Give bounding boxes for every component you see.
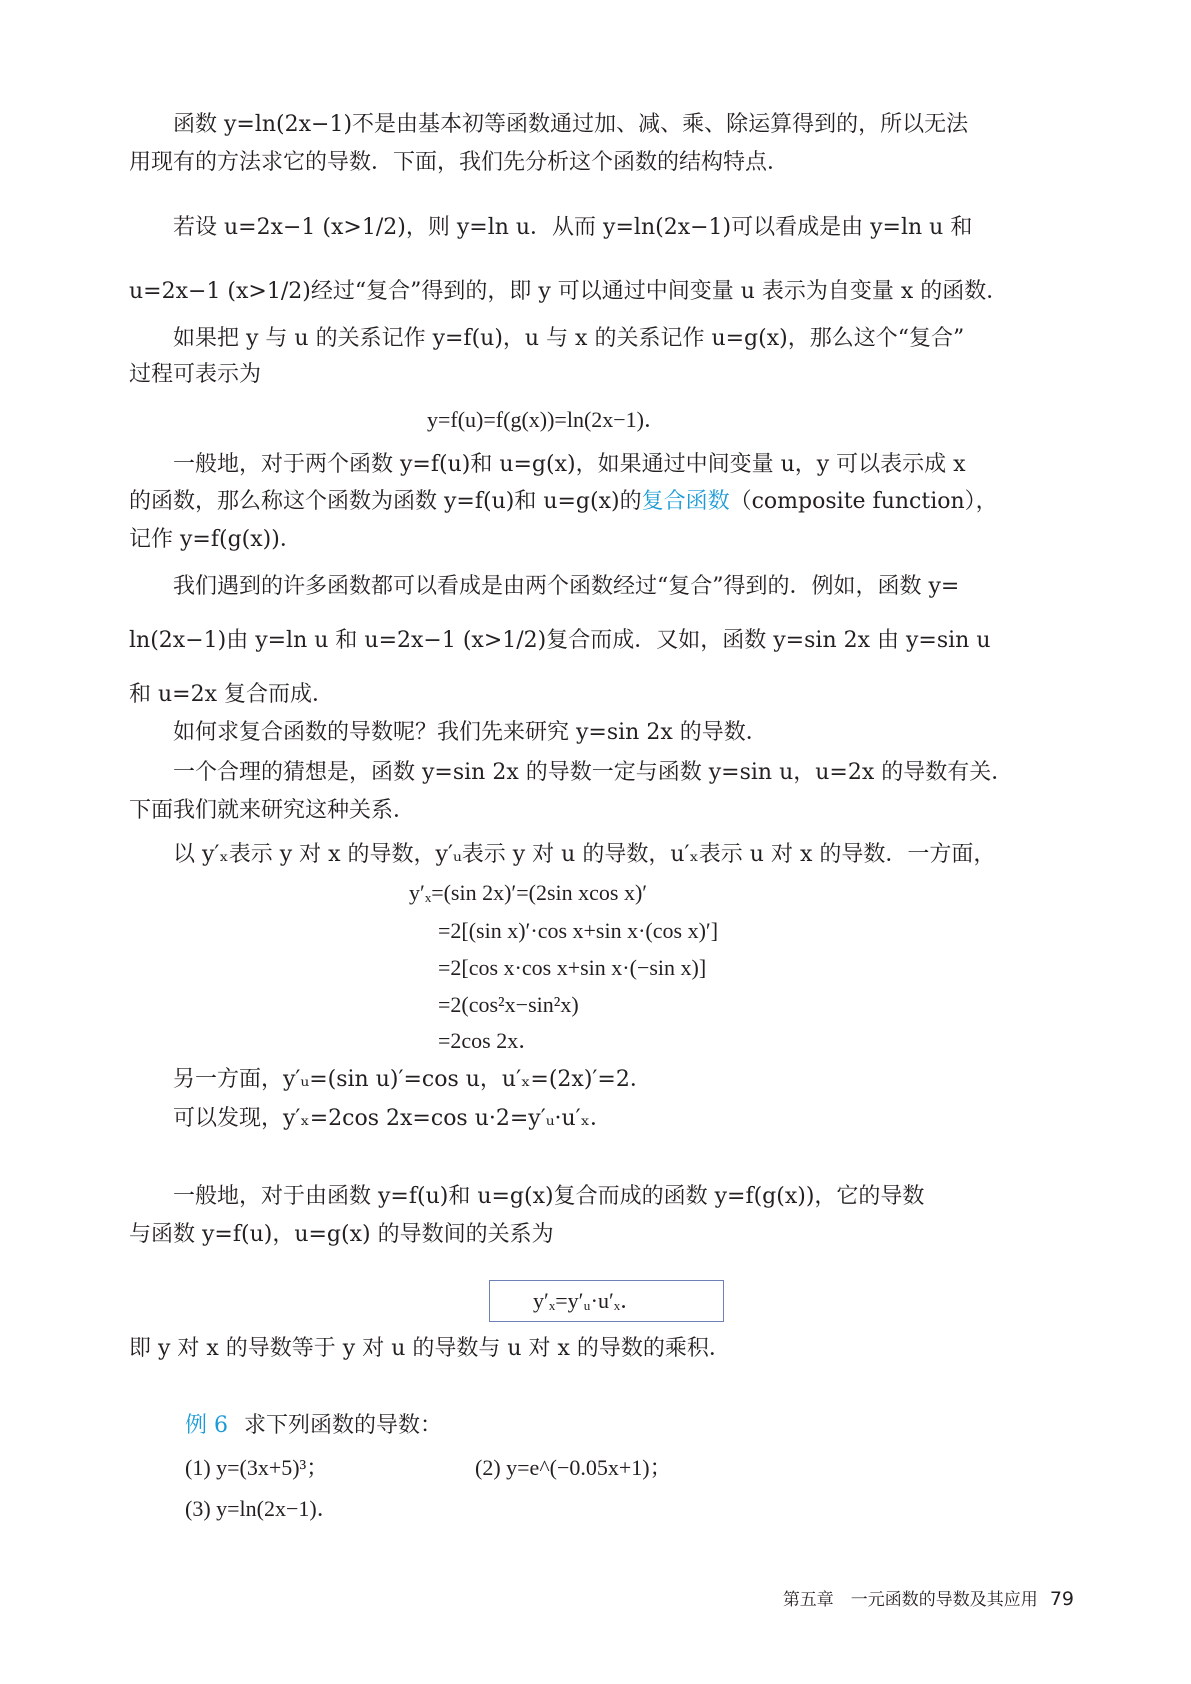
derivation-line: =2cos 2x． (438, 1028, 541, 1053)
paragraph-line: 另一方面，y′ᵤ=(sin u)′=cos u，u′ₓ=(2x)′=2． (173, 1067, 652, 1092)
paragraph-line: 一个合理的猜想是，函数 y=sin 2x 的导数一定与函数 y=sin u，u=2x 的导数有关． (173, 760, 1014, 785)
paragraph-line: 若设 u=2x−1 (x>1/2)，则 y=ln u．从而 y=ln(2x−1)可以看成是由 y=ln u 和 (173, 215, 973, 240)
example-heading (185, 1411, 442, 1441)
paragraph-line: 如何求复合函数的导数呢？我们先来研究 y=sin 2x 的导数． (173, 720, 768, 745)
example-item: (2) y=e^(−0.05x+1)； (475, 1455, 672, 1480)
derivation-line: =2[cos x·cos x+sin x·(−sin x)] (438, 955, 707, 980)
paragraph-line: 一般地，对于两个函数 y=f(u)和 u=g(x)，如果通过中间变量 u，y 可以表示成 x (173, 452, 966, 477)
display-equation: y=f(u)=f(g(x))=ln(2x−1)． (427, 407, 667, 432)
paragraph-line: 过程可表示为 (129, 362, 262, 387)
paragraph-line: 用现有的方法求它的导数．下面，我们先分析这个函数的结构特点． (129, 150, 790, 175)
paragraph-line: 即 y 对 x 的导数等于 y 对 u 的导数与 u 对 x 的导数的乘积． (129, 1336, 731, 1361)
paragraph-line: 一般地，对于由函数 y=f(u)和 u=g(x)复合而成的函数 y=f(g(x))，它的导数 (173, 1184, 925, 1209)
term-composite-function: 复合函数 (641, 489, 730, 514)
paragraph-line: u=2x−1 (x>1/2)经过“复合”得到的，即 y 可以通过中间变量 u 表示为自变量 x 的函数． (129, 279, 1009, 304)
example-prompt: 求下列函数的导数： (244, 1413, 443, 1438)
chain-rule-formula: y′ₓ=y′ᵤ·u′ₓ． (533, 1288, 643, 1313)
paragraph-line: 可以发现，y′ₓ=2cos 2x=cos u·2=y′ᵤ·u′ₓ． (173, 1106, 612, 1131)
paragraph-line: 函数 y=ln(2x−1)不是由基本初等函数通过加、减、乘、除运算得到的，所以无法 (173, 112, 969, 137)
example-item: (3) y=ln(2x−1)． (185, 1496, 339, 1521)
example-label: 例 6 (185, 1413, 228, 1438)
paragraph-line: 如果把 y 与 u 的关系记作 y=f(u)，u 与 x 的关系记作 u=g(x)，那么这个“复合” (173, 326, 965, 351)
paragraph-line: ln(2x−1)由 y=ln u 和 u=2x−1 (x>1/2)复合而成．又如，函数 y=sin 2x 由 y=sin u (129, 628, 991, 653)
derivation-line: =2(cos²x−sin²x) (438, 992, 579, 1017)
line-text: （composite function）， (729, 489, 998, 514)
example-item: (1) y=(3x+5)³； (185, 1455, 329, 1480)
paragraph-line: 记作 y=f(g(x))． (129, 527, 302, 552)
chapter-title: 第五章 一元函数的导数及其应用 (782, 1590, 1038, 1610)
line-text: 的函数，那么称这个函数为函数 y=f(u)和 u=g(x)的 (129, 489, 642, 514)
paragraph-line: 我们遇到的许多函数都可以看成是由两个函数经过“复合”得到的．例如，函数 y= (173, 574, 960, 599)
derivation-line: =2[(sin x)′·cos x+sin x·(cos x)′] (438, 918, 719, 943)
paragraph-line: 和 u=2x 复合而成． (129, 682, 334, 707)
paragraph-line (129, 487, 998, 517)
paragraph-line: 与函数 y=f(u)，u=g(x) 的导数间的关系为 (129, 1222, 554, 1247)
paragraph-line: 以 y′ₓ表示 y 对 x 的导数，y′ᵤ表示 y 对 u 的导数，u′ₓ表示 u 对 x 的导数．一方面， (173, 842, 996, 867)
page-footer (783, 1585, 1074, 1610)
page-number: 79 (1049, 1588, 1074, 1610)
paragraph-line: 下面我们就来研究这种关系． (129, 798, 416, 823)
derivation-line: y′ₓ=(sin 2x)′=(2sin xcos x)′ (409, 880, 648, 905)
